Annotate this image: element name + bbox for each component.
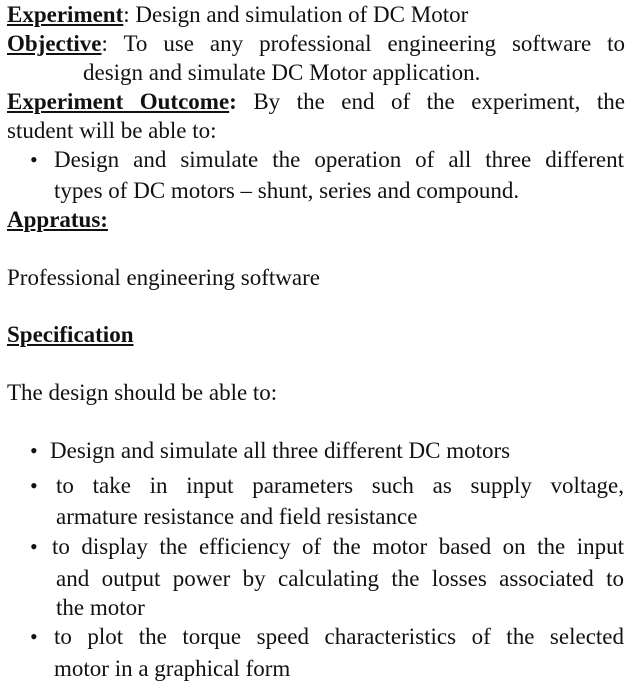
specification-intro: The design should be able to: <box>7 380 278 405</box>
spec-bullet-2: • <box>30 473 38 498</box>
experiment-sep: : <box>123 2 136 27</box>
apparatus-label: Appratus: <box>7 207 108 232</box>
spec-item-4-line-2: motor in a graphical form <box>54 656 291 681</box>
objective-sep: : <box>101 31 124 56</box>
objective-text-1: To use any professional engineering software to <box>123 31 625 56</box>
outcome-bullet: • <box>30 147 38 172</box>
spec-item-3-line-1: to display the efficiency of the motor based on the input <box>52 534 624 559</box>
apparatus-heading <box>7 206 108 234</box>
apparatus-text: Professional engineering software <box>7 265 320 290</box>
spec-bullet-4: • <box>30 624 38 649</box>
outcome-line-1 <box>7 88 625 116</box>
spec-item-3-line-3: the motor <box>56 595 145 620</box>
outcome-bullet-line-2: types of DC motors – shunt, series and compound. <box>54 178 520 203</box>
specification-heading <box>7 321 134 349</box>
outcome-label: Experiment Outcome <box>7 89 230 114</box>
objective-label: Objective <box>7 31 102 56</box>
experiment-label: Experiment <box>7 2 124 27</box>
spec-item-2-line-2: armature resistance and field resistance <box>56 504 418 529</box>
outcome-text-1: By the end of the experiment, the <box>253 89 625 114</box>
spec-item-1-line-1: Design and simulate all three different DC motors <box>50 438 511 463</box>
spec-item-4-line-1: to plot the torque speed characteristics of the selected <box>54 624 624 649</box>
objective-line-1 <box>7 30 625 58</box>
outcome-line-2: student will be able to: <box>7 118 217 143</box>
objective-line-2: design and simulate DC Motor application. <box>83 60 481 85</box>
specification-label: Specification <box>7 322 134 347</box>
experiment-text: Design and simulation of DC Motor <box>135 2 469 27</box>
spec-bullet-1: • <box>30 438 38 463</box>
outcome-bullet-line-1: Design and simulate the operation of all three different <box>54 147 624 172</box>
experiment-line <box>7 1 468 29</box>
outcome-sep: : <box>229 89 237 114</box>
spec-item-3-line-2: and output power by calculating the losses associated to <box>56 566 624 591</box>
spec-bullet-3: • <box>30 534 38 559</box>
spec-item-2-line-1: to take in input parameters such as supply voltage, <box>56 473 624 498</box>
